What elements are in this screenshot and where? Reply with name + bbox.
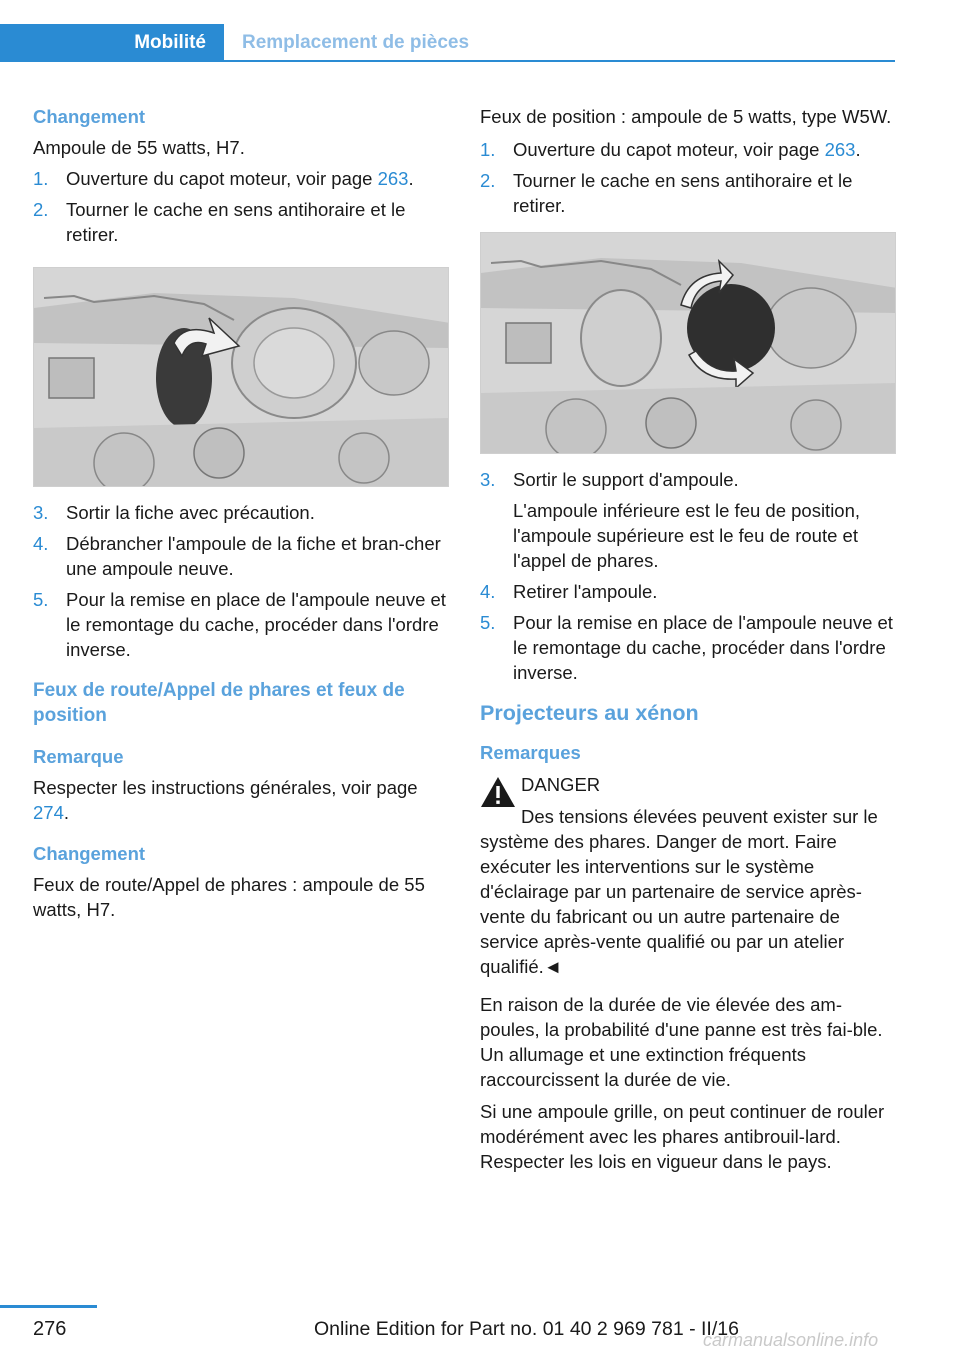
- footer-accent-bar: [0, 1305, 97, 1308]
- list-item: 5. Pour la remise en place de l'ampoule neuve et le remontage du cache, procéder dans l'ordre inverse.: [480, 612, 893, 683]
- headlight-drawing: [481, 233, 896, 454]
- heading-changement-2: Changement: [33, 843, 146, 864]
- paragraph-ampoule: Ampoule de 55 watts, H7.: [33, 137, 245, 158]
- tab-remplacement-de-pieces[interactable]: Remplacement de pièces: [242, 32, 470, 53]
- heading-changement: Changement: [33, 106, 146, 127]
- watermark: carmanualsonline.info: [703, 1330, 879, 1350]
- steps-list-a: [33, 166, 449, 247]
- danger-label: DANGER: [521, 774, 601, 795]
- list-item: 2. Tourner le cache en sens antihoraire et le retirer.: [480, 170, 853, 216]
- paragraph-duree-de-vie: En raison de la durée de vie élevée des am‐poules, la probabilité d'une panne est très fai‐ble. Un allumage et une extinction fréquents raccourcissent la durée de vie.: [480, 994, 883, 1090]
- page-link-274[interactable]: 274: [33, 802, 64, 823]
- headlight-illustration-h7: [33, 267, 449, 487]
- list-item: 1. Ouverture du capot moteur, voir page 263.: [480, 139, 861, 160]
- paragraph-feux-route: Feux de route/Appel de phares : ampoule de 55 watts, H7.: [33, 874, 425, 920]
- warning-triangle-icon: [480, 776, 516, 808]
- list-item: 4. Débrancher l'ampoule de la fiche et bran‐cher une ampoule neuve.: [33, 533, 441, 579]
- list-item: 2. Tourner le cache en sens antihoraire et le retirer.: [33, 199, 406, 245]
- paragraph-antibrouillard: Si une ampoule grille, on peut continuer de rouler modérément avec les phares antibrouil‐lard. Respecter les lois en vigueur dans le pays.: [480, 1101, 885, 1172]
- tab-mobilite[interactable]: Mobilité: [0, 24, 224, 62]
- page-header: [0, 24, 895, 62]
- list-item: 3. Sortir le support d'ampoule. L'ampoule inférieure est le feu de position, l'ampoule supérieure est le feu de route et l'appel de phares.: [480, 467, 896, 573]
- headlight-drawing: [34, 268, 449, 487]
- page-link-263[interactable]: 263: [377, 168, 409, 189]
- steps-list-d: [480, 467, 896, 685]
- step-note: L'ampoule inférieure est le feu de position, l'ampoule supérieure est le feu de route et l'appel de phares.: [513, 500, 861, 571]
- header-divider: [224, 60, 895, 62]
- section-feux-de-route: Feux de route/Appel de phares et feux de position: [33, 680, 405, 726]
- list-item: 4. Retirer l'ampoule.: [480, 581, 658, 602]
- edition-info: Online Edition for Part no. 01 40 2 969 781 - II/16: [314, 1318, 739, 1340]
- page-number: 276: [33, 1318, 67, 1340]
- danger-warning: [480, 772, 896, 979]
- danger-text-lead: Des tensions élevées peuvent exister sur le système des phares. Danger de mort. Faire exécuter les interventions sur le système d'éclairage par un partenaire de service après-vente du fabricant ou un autre partenaire de service après-vente qualifié ou par un atelier qualifié.◄: [480, 806, 878, 977]
- steps-list-b: [33, 500, 449, 662]
- heading-remarque: Remarque: [33, 746, 124, 767]
- list-item: 1. Ouverture du capot moteur, voir page 263.: [33, 168, 414, 189]
- left-column: [33, 102, 449, 922]
- steps-list-c: [480, 137, 896, 218]
- paragraph-remarque: Respecter les instructions générales, voir page 274.: [33, 777, 418, 823]
- headlight-illustration-w5w: [480, 232, 896, 454]
- list-item: 3. Sortir la fiche avec précaution.: [33, 502, 315, 523]
- list-item: 5. Pour la remise en place de l'ampoule neuve et le remontage du cache, procéder dans l'ordre inverse.: [33, 589, 446, 660]
- heading-remarques: Remarques: [480, 742, 581, 763]
- section-projecteurs-xenon: Projecteurs au xénon: [480, 701, 699, 725]
- paragraph-feux-position: Feux de position : ampoule de 5 watts, type W5W.: [480, 106, 892, 127]
- right-column: [480, 102, 896, 1174]
- page-link-263[interactable]: 263: [824, 139, 856, 160]
